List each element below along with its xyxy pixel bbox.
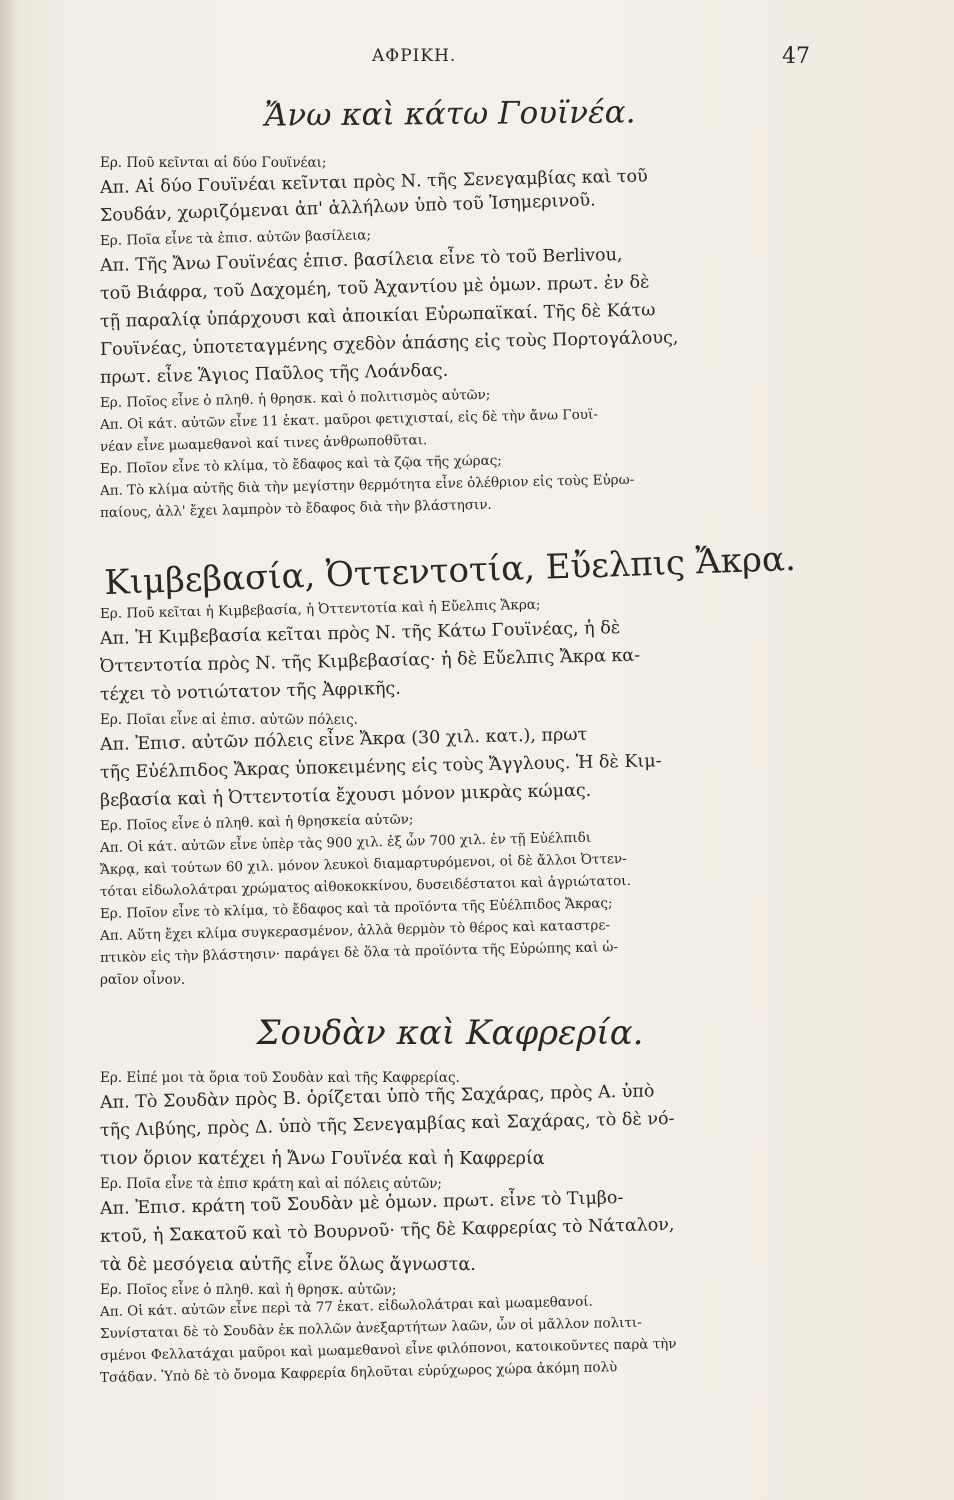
text-line: ραῖον οἶνον. [100, 972, 186, 988]
text-line: Απ. Τὸ κλίμα αὐτῆς διὰ τὴν μεγίστην θερμότητα εἶνε ὀλέθριον εἰς τοὺς Εὐρω- [99, 471, 635, 499]
text-line: Ερ. Ποῖα εἶνε τὰ ἐπισ. αὐτῶν βασίλεια; [99, 227, 372, 249]
section-heading: Κιμβεβασία, Ὀττεντοτία, Εὔελπις Ἄκρα. [103, 538, 797, 604]
text-line: σμένοι Φελλατάχαι μαῦροι καὶ μωαμεθανοὶ εἶνε φιλόπονοι, κατοικοῦντες παρὰ τὴν [99, 1335, 677, 1364]
text-line: κτοῦ, ἡ Σακατοῦ καὶ τὸ Βουρνοῦ· τῆς δὲ Καφρερίας τὸ Νάταλον, [99, 1214, 675, 1247]
text-line: Απ. Ἐπισ. κράτη τοῦ Σουδὰν μὲ ὁμων. πρωτ. εἶνε τὸ Τιμβο- [99, 1188, 624, 1219]
text-line: Ὀττεντοτία πρὸς Ν. τῆς Κιμβεβασίας· ἡ δὲ Εὔελπις Ἄκρα κα- [99, 645, 641, 677]
text-line: Ερ. Ποῖαι εἶνε αἱ ἐπισ. αὐτῶν πόλεις. [100, 712, 358, 728]
text-line: παίους, ἀλλ' ἔχει λαμπρὸν τὸ ἔδαφος διὰ τὴν βλάστησιν. [99, 496, 492, 521]
text-line: Ερ. Ποῖα εἶνε τὰ ἐπισ κράτη καὶ αἱ πόλεις αὐτῶν; [100, 1176, 442, 1192]
text-line: τιον ὅριον κατέχει ἡ Ἄνω Γουϊνέα καὶ ἡ Καφρερία [100, 1149, 545, 1169]
text-line: Ερ. Εἰπέ μοι τὰ ὅρια τοῦ Σουδὰν καὶ τῆς Καφρερίας. [100, 1070, 460, 1086]
text-line: Ερ. Ποῦ κεῖται ἡ Κιμβεβασία, ἡ Ὀττεντοτία καὶ ἡ Εὔελπις Ἄκρα; [99, 596, 541, 622]
text-line: Απ. Οἱ κάτ. αὐτῶν εἶνε ὑπὲρ τὰς 900 χιλ. ἐξ ὧν 700 χιλ. ἐν τῇ Εὐέλπιδι [99, 829, 592, 856]
section-sudan [100, 1011, 800, 1389]
section-guinea [100, 96, 800, 524]
section-heading: Ἄνω καὶ κάτω Γουϊνέα. [264, 94, 636, 134]
text-line: τῇ παραλίᾳ ὑπάρχουσι καὶ ἀποικίαι Εὐρωπαϊκαί. Τῆς δὲ Κάτω [99, 300, 656, 332]
text-line: τέχει τὸ νοτιώτατον τῆς Ἀφρικῆς. [99, 678, 402, 705]
text-line: Ερ. Ποῖον εἶνε τὸ κλίμα, τὸ ἔδαφος καὶ τὰ ζῷα τῆς χώρας; [99, 452, 503, 477]
section-body [100, 152, 800, 524]
text-line: Ερ. Ποῖος εἶνε ὁ πληθ. καὶ ἡ θρησκεία αὐτῶν; [99, 811, 414, 834]
text-line: τόται εἰδωλολάτραι χρώματος αἰθοκοκκίνου, δυσειδέστατοι καὶ ἀγριώτατοι. [99, 872, 631, 900]
text-line: Ερ. Ποῖος εἶνε ὁ πληθ. ἡ θρησκ. καὶ ὁ πολιτισμὸς αὐτῶν; [99, 386, 491, 411]
text-line: Ερ. Ποῖον εἶνε τὸ κλίμα, τὸ ἔδαφος καὶ τὰ προϊόντα τῆς Εὐέλπιδος Ἄκρας; [99, 895, 613, 922]
text-line: Σουδάν, χωριζόμεναι ἀπ' ἀλλήλων ὑπὸ τοῦ Ἰσημερινοῦ. [99, 190, 597, 226]
page-number: 47 [782, 44, 810, 69]
text-line: τὰ δὲ μεσόγεια αὐτῆς εἶνε ὅλως ἄγνωστα. [100, 1255, 476, 1275]
section-body [99, 596, 800, 991]
text-line: Απ. Οἱ κάτ. αὐτῶν εἶνε περὶ τὰ 77 ἑκατ. εἰδωλολάτραι καὶ μωαμεθανοί. [99, 1293, 594, 1320]
text-line: Απ. Τὸ Σουδὰν πρὸς Β. ὁρίζεται ὑπὸ τῆς Σαχάρας, πρὸς Α. ὑπὸ [99, 1081, 655, 1113]
section-cimbebasia [99, 538, 800, 991]
text-line: Ερ. Ποῦ κεῖνται αἱ δύο Γουϊνέαι; [100, 155, 327, 171]
text-line: Απ. Ἐπισ. αὐτῶν πόλεις εἶνε Ἄκρα (30 χιλ. κατ.), πρωτ [99, 724, 588, 755]
text-line: Απ. Αὕτη ἔχει κλίμα συγκερασμένον, ἀλλὰ θερμὸν τὸ θέρος καὶ καταστρε- [99, 917, 611, 944]
running-title: ΑΦΡΙΚΗ. [372, 46, 457, 66]
text-line: Ερ. Ποῖος εἶνε ὁ πληθ. καὶ ἡ θρησκ. αὐτῶν; [100, 1282, 397, 1298]
text-line: βεβασία καὶ ἡ Ὀττεντοτία ἔχουσι μόνον μικρὰς κώμας. [99, 780, 592, 811]
text-line: πτικὸν εἰς τὴν βλάστησιν· παράγει δὲ ὅλα τὰ προϊόντα τῆς Εὐρώπης καὶ ὡ- [99, 939, 619, 966]
text-line: τῆς Εὐέλπιδος Ἄκρας ὑποκειμένης εἰς τοὺς Ἄγγλους. Ἡ δὲ Κιμ- [99, 751, 662, 783]
text-line: Συνίσταται δὲ τὸ Σουδὰν ἐκ πολλῶν ἀνεξαρτήτων λαῶν, ὧν οἱ μᾶλλον πολιτι- [99, 1314, 642, 1342]
text-line: Απ. Αἱ δύο Γουϊνέαι κεῖνται πρὸς Ν. τῆς Σενεγαμβίας καὶ τοῦ [99, 166, 648, 198]
text-line: Ἄκρᾳ, καὶ τούτων 60 χιλ. μόνον λευκοὶ διαμαρτυρόμενοι, οἱ δὲ ἄλλοι Ὀττεν- [99, 850, 627, 878]
text-line: τοῦ Βιάφρα, τοῦ Δαχομέη, τοῦ Ἀχαντίου μὲ ὁμων. πρωτ. ἐν δὲ [99, 272, 650, 304]
section-heading: Σουδὰν καὶ Καφρερία. [256, 1013, 644, 1053]
page-header [0, 44, 954, 74]
text-line: τῆς Λιβύης, πρὸς Δ. ὑπὸ τῆς Σενεγαμβίας καὶ Σαχάρας, τὸ δὲ νό- [99, 1108, 675, 1141]
text-line: Τσάδαν. Ὑπὸ δὲ τὸ ὄνομα Καφρερία δηλοῦται εὐρύχωρος χώρα ἀκόμη πολὺ [99, 1359, 618, 1386]
text-line: νέαν εἶνε μωαμεθανοὶ καί τινες ἀνθρωποθῦται. [99, 432, 428, 455]
page-gutter-shadow [0, 0, 18, 1500]
text-line: πρωτ. εἶνε Ἅγιος Παῦλος τῆς Λοάνδας. [99, 360, 449, 388]
text-line: Γουϊνέας, ὑποτεταγμένης σχεδὸν ἁπάσης εἰς τοὺς Πορτογάλους, [99, 327, 679, 360]
text-line: Απ. Ἡ Κιμβεβασία κεῖται πρὸς Ν. τῆς Κάτω Γουϊνέας, ἡ δὲ [99, 618, 621, 649]
section-body [100, 1067, 800, 1389]
text-line: Απ. Οἱ κάτ. αὐτῶν εἶνε 11 ἑκατ. μαῦροι φετιχισταί, εἰς δὲ τὴν ἄνω Γουϊ- [99, 406, 599, 433]
text-line: Απ. Τῆς Ἄνω Γουϊνέας ἐπισ. βασίλεια εἶνε τὸ τοῦ Berlivou, [99, 245, 623, 276]
